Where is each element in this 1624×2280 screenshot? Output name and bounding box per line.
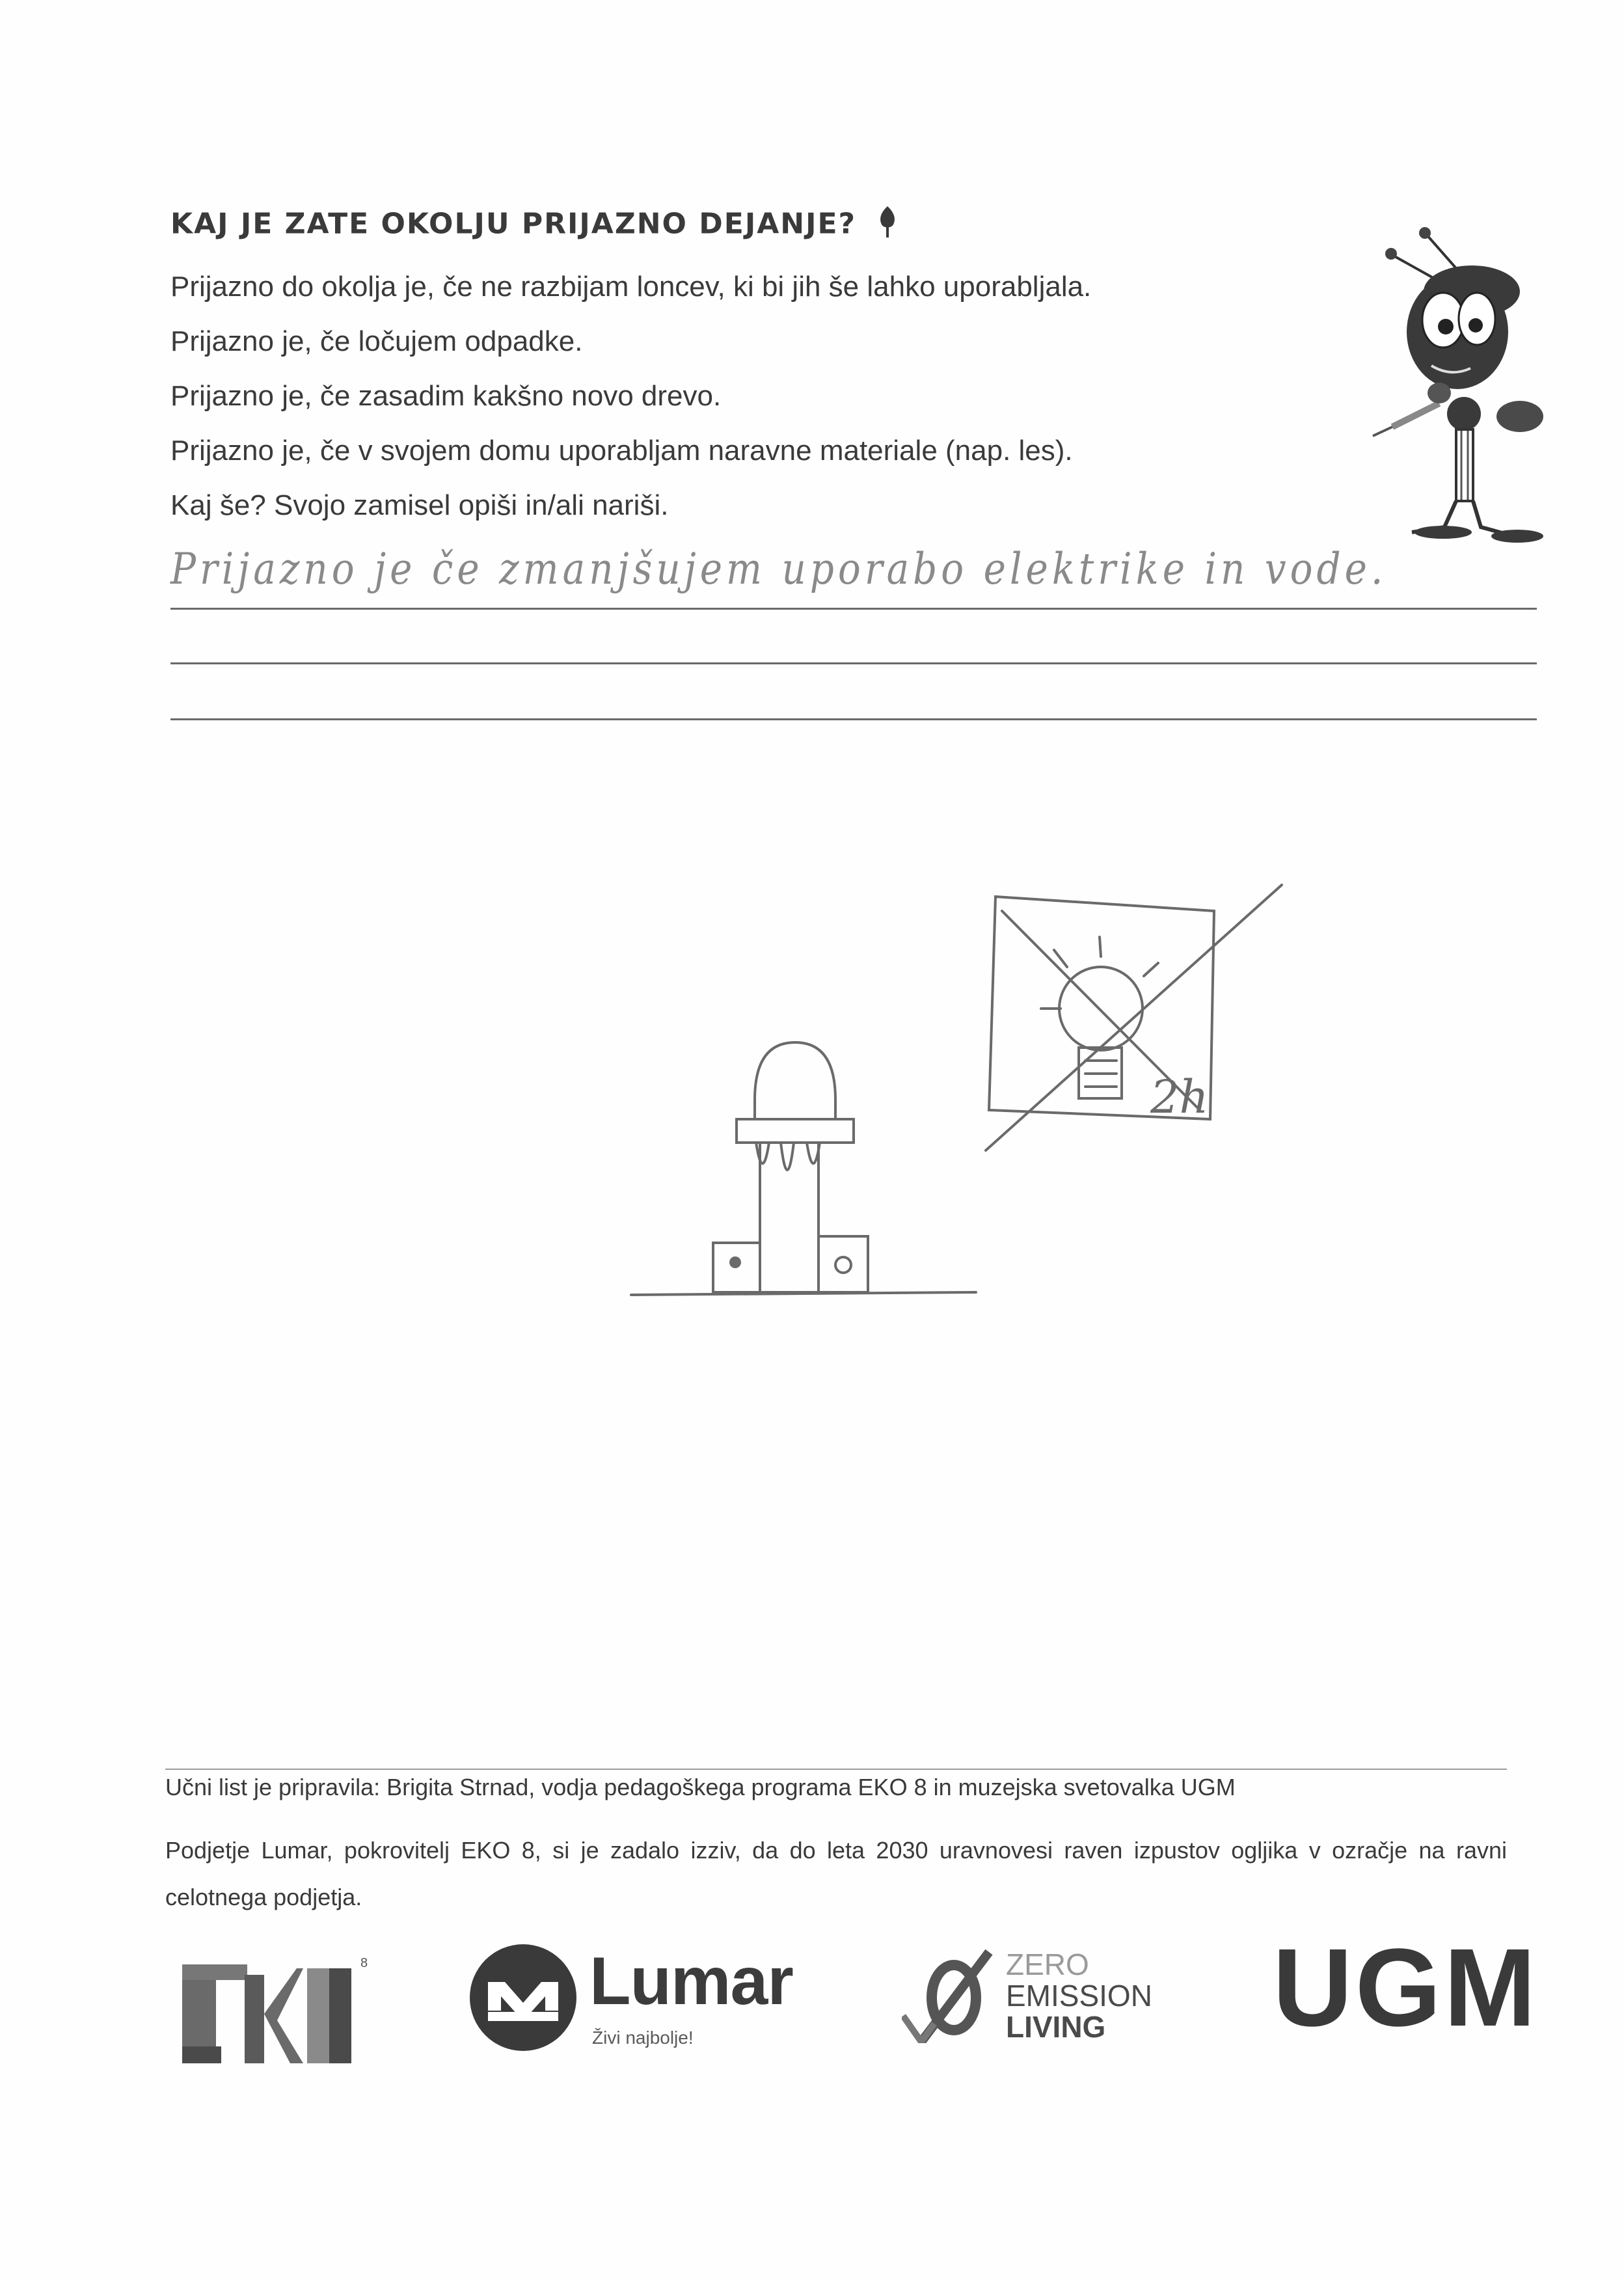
water-drops xyxy=(756,1143,820,1170)
answer-line-3 xyxy=(170,718,1537,720)
answer-line-2 xyxy=(170,662,1537,664)
drawing-label: 2h xyxy=(1150,1070,1209,1124)
prompt-line-4: Prijazno je, če v svojem domu uporabljam naravne materiale (nap. les). xyxy=(170,435,1073,467)
faucet-base-right xyxy=(819,1236,868,1292)
prompt-line-1: Prijazno do okolja je, če ne razbijam loncev, ki bi jih še lahko uporabljala. xyxy=(170,271,1092,303)
credit-line: Učni list je pripravila: Brigita Strnad, vodja pedagoškega programa EKO 8 in muzejska svetovalka UGM xyxy=(165,1774,1236,1800)
pencil-drawing xyxy=(612,846,1301,1314)
prompt-lines xyxy=(170,265,1407,539)
faucet-spout xyxy=(737,1119,854,1143)
cross-line-2 xyxy=(986,885,1282,1150)
lumar-logo xyxy=(465,1939,829,2056)
tree-icon xyxy=(876,205,899,246)
eko8-logo xyxy=(180,1949,375,2066)
ground-line xyxy=(631,1292,976,1295)
zero-line-1: ZERO xyxy=(1006,1948,1089,1981)
lumar-wordmark: Lumar xyxy=(589,1944,793,2019)
lumar-tagline: Živi najbolje! xyxy=(592,2028,694,2048)
zero-emission-living-logo xyxy=(902,1946,1182,2056)
ugm-logo: UGM xyxy=(1273,1926,1539,2050)
lumar-emblem xyxy=(465,1939,582,2056)
zero-line-3: LIVING xyxy=(1006,2010,1106,2044)
prompt-line-5: Kaj še? Svojo zamisel opiši in/ali nariši. xyxy=(170,489,669,521)
zero-line-2: EMISSION xyxy=(1006,1979,1152,2013)
answer-line-1 xyxy=(170,608,1537,610)
handwritten-answer: Prijazno je če zmanjšujem uporabo elektrike in vode. xyxy=(170,543,1387,594)
heading-text: KAJ JE ZATE OKOLJU PRIJAZNO DEJANJE? xyxy=(170,207,857,241)
footer-divider xyxy=(165,1769,1507,1770)
svg-text:8: 8 xyxy=(360,1956,368,1970)
worksheet-heading xyxy=(170,205,899,246)
prompt-line-2: Prijazno je, če ločujem odpadke. xyxy=(170,325,583,357)
lightbulb xyxy=(1059,967,1143,1050)
zero-emission-emblem xyxy=(902,1946,999,2043)
sponsor-note: Podjetje Lumar, pokrovitelj EKO 8, si je zadalo izziv, da do leta 2030 uravnovesi raven izpustov ogljika v ozračje na ravni celotnega podjetja. xyxy=(165,1837,1507,1910)
faucet-handle xyxy=(755,1042,835,1119)
prompt-line-3: Prijazno je, če zasadim kakšno novo drevo. xyxy=(170,380,722,412)
ant-mascot xyxy=(1366,221,1549,547)
